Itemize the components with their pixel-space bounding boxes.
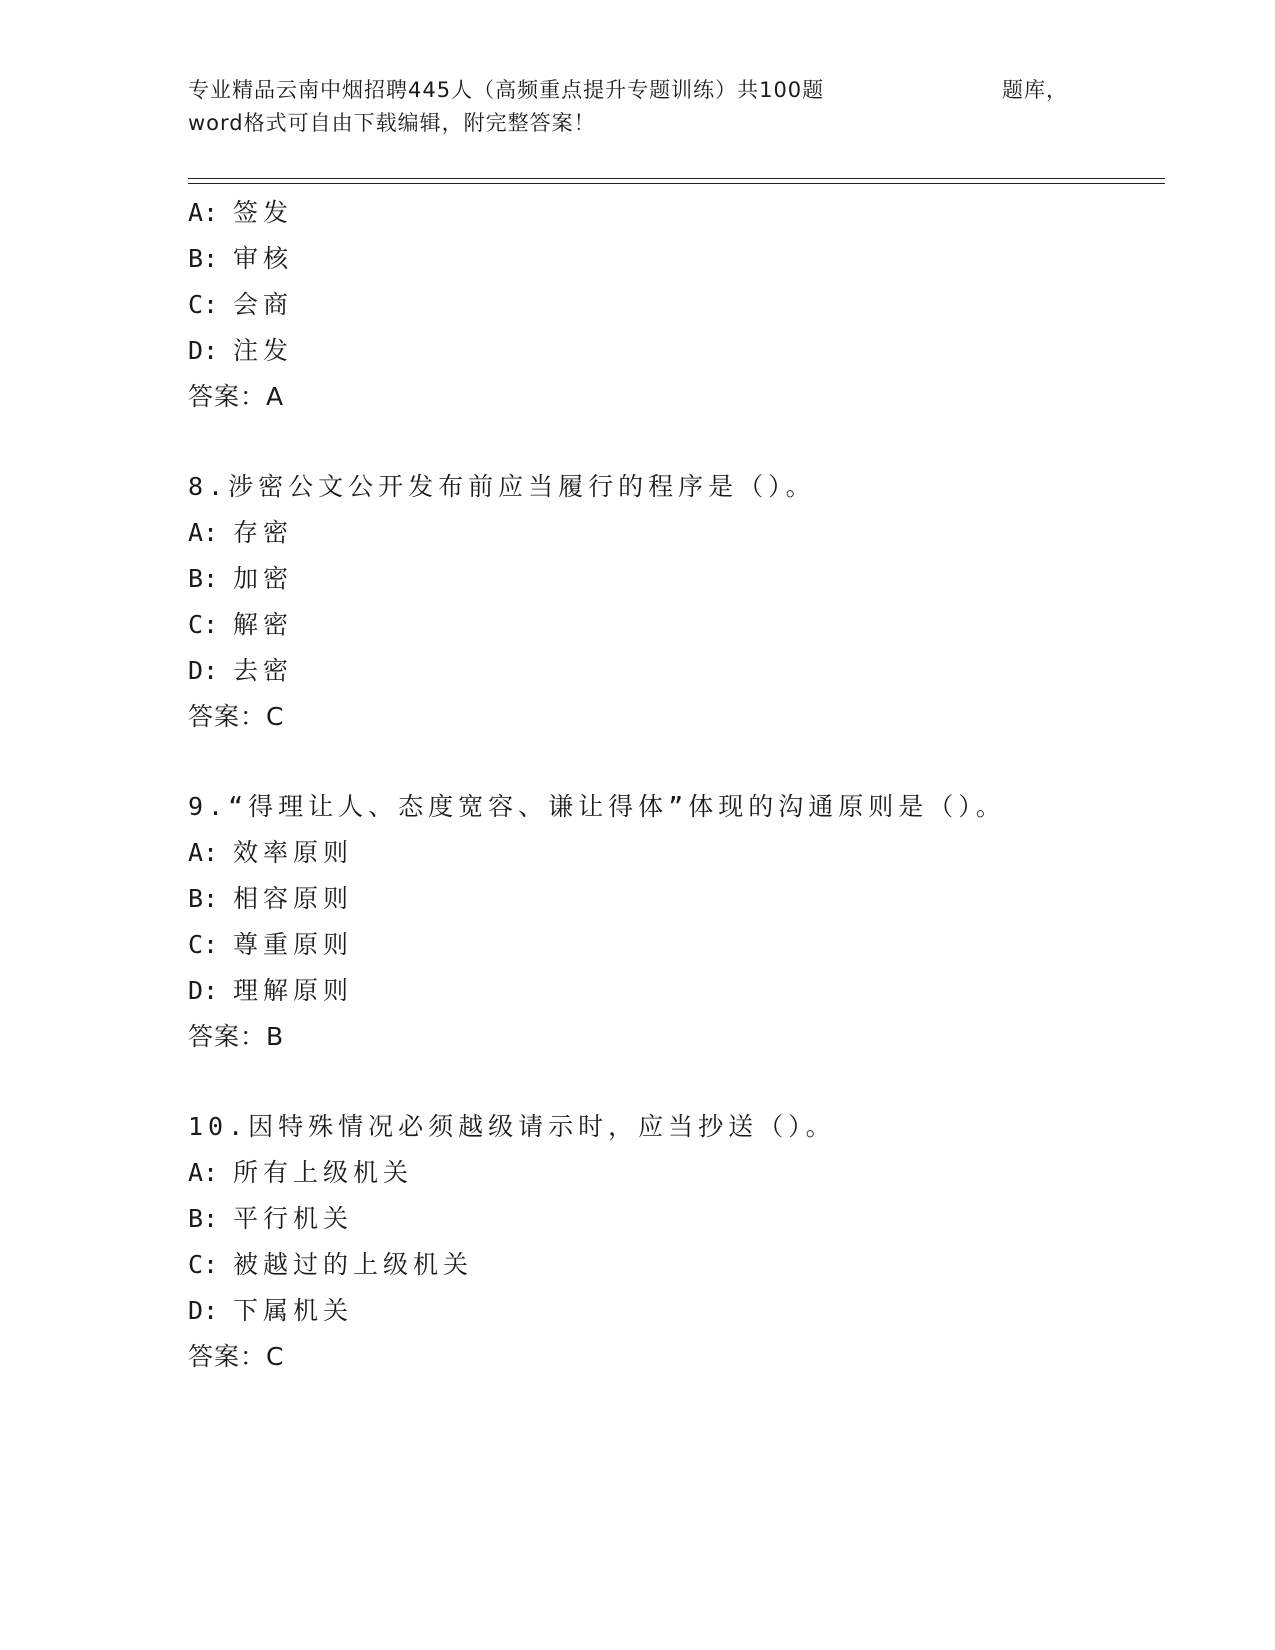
question-10 bbox=[188, 1104, 1168, 1380]
header-divider-bottom bbox=[188, 183, 1165, 184]
option-a: A: 签发 bbox=[188, 198, 294, 227]
option-b: B: 审核 bbox=[188, 244, 294, 273]
answer-line: 答案：B bbox=[188, 1022, 285, 1051]
option-a: A: 存密 bbox=[188, 518, 294, 547]
question-list bbox=[188, 190, 1168, 1380]
option-a: A: 所有上级机关 bbox=[188, 1158, 414, 1187]
question-stem: 8.涉密公文公开发布前应当履行的程序是（）。 bbox=[188, 472, 816, 501]
answer-line: 答案：C bbox=[188, 1342, 285, 1371]
question-stem: 10.因特殊情况必须越级请示时，应当抄送（）。 bbox=[188, 1112, 836, 1141]
option-c: C: 尊重原则 bbox=[188, 930, 354, 959]
header-line-2: word格式可自由下载编辑，附完整答案！ bbox=[188, 111, 596, 135]
header-divider-top bbox=[188, 178, 1165, 179]
option-b: B: 相容原则 bbox=[188, 884, 354, 913]
document-header bbox=[188, 74, 1068, 140]
option-c: C: 被越过的上级机关 bbox=[188, 1250, 474, 1279]
answer-line: 答案：A bbox=[188, 382, 285, 411]
option-b: B: 加密 bbox=[188, 564, 294, 593]
option-d: D: 注发 bbox=[188, 336, 294, 365]
header-title: 专业精品云南中烟招聘445人（高频重点提升专题训练）共100题 bbox=[188, 78, 825, 102]
option-c: C: 解密 bbox=[188, 610, 294, 639]
question-stem: 9.“得理让人、态度宽容、谦让得体”体现的沟通原则是（）。 bbox=[188, 792, 1006, 821]
header-title-tail: 题库， bbox=[1002, 78, 1068, 102]
option-d: D: 去密 bbox=[188, 656, 294, 685]
header-line-1 bbox=[188, 74, 1068, 107]
option-b: B: 平行机关 bbox=[188, 1204, 354, 1233]
answer-line: 答案：C bbox=[188, 702, 285, 731]
option-a: A: 效率原则 bbox=[188, 838, 354, 867]
option-d: D: 理解原则 bbox=[188, 976, 354, 1005]
question-8 bbox=[188, 464, 1168, 740]
question-9 bbox=[188, 784, 1168, 1060]
option-d: D: 下属机关 bbox=[188, 1296, 354, 1325]
question-7-continued bbox=[188, 190, 1168, 420]
option-c: C: 会商 bbox=[188, 290, 294, 319]
